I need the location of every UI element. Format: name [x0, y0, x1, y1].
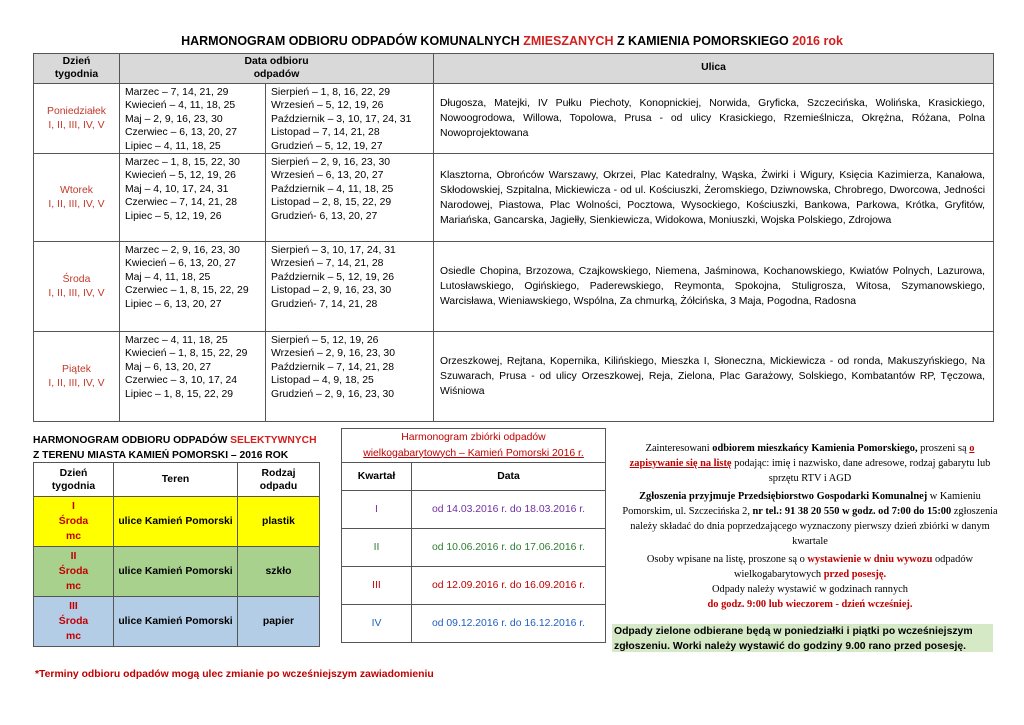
- streets-cell: Osiedle Chopina, Brzozowa, Czajkowskiego, Niemena, Jaśminowa, Kochanowskiego, Kwiatów Polnych, Lazurowa, Lutosławskiego, Ogińskiego, Paderewskiego, Reymonta, Spokojna, Stuligrosza, Witosa, Szymanowskiego, Warcisława, Wieniawskiego, Wspólna, Za chmurką, Żółcińska, 3 Maja, Pogodna, Radosna: [434, 242, 994, 332]
- sel-area-cell: ulice Kamień Pomorski: [114, 497, 238, 547]
- sel-area-cell: ulice Kamień Pomorski: [114, 597, 238, 647]
- bulky-title: Harmonogram zbiórki odpadów wielkogabarytowych – Kamień Pomorski 2016 r.: [342, 429, 606, 463]
- footnote: *Terminy odbioru odpadów mogą ulec zmianie po wcześniejszym zawiadomieniu: [35, 669, 434, 680]
- selective-table: [33, 462, 320, 647]
- dates-left: Marzec – 2, 9, 16, 23, 30 Kwiecień – 6, 13, 20, 27 Maj – 4, 11, 18, 25 Czerwiec – 1, 8, 15, 22, 29 Lipiec – 6, 13, 20, 27: [120, 242, 266, 332]
- bulky-date: od 12.09.2016 r. do 16.09.2016 r.: [412, 567, 606, 605]
- streets-cell: Klasztorna, Obrońców Warszawy, Okrzei, Plac Katedralny, Wąska, Żwirki i Wigury, Księcia Kazimierza, Kanałowa, Skłodowskiej, Szpitalna, Mickiewicza - od ul. Kościuszki, Żeromskiego, Dziwnowska, Chrobrego, Dworcowa, Jedności Narodowej, Piastowa, Plac Wolności, Pocztowa, Wysockiego, Kościuszki, Bankowa, Parkowa, Krótka, Gryfitów, Mariańska, Gancarska, Jagiełły, Sienkiewicza, Widokowa, Moniuszki, Wojska Polskiego, Zdrojowa: [434, 154, 994, 242]
- day-cell: Poniedziałek I, II, III, IV, V: [34, 84, 120, 154]
- sel-header-type: Rodzaj odpadu: [238, 463, 320, 497]
- bulky-quarter: I: [342, 491, 412, 529]
- dates-left: Marzec – 1, 8, 15, 22, 30 Kwiecień – 5, 12, 19, 26 Maj – 4, 10, 17, 24, 31 Czerwiec – 7, 14, 21, 28 Lipiec – 5, 12, 19, 26: [120, 154, 266, 242]
- dates-right: Sierpień – 5, 12, 19, 26 Wrzesień – 2, 9, 16, 23, 30 Październik – 7, 14, 21, 28 Listopad – 4, 9, 18, 25 Grudzień – 2, 9, 16, 23, 30: [266, 332, 434, 422]
- bulky-waste-table: [341, 428, 606, 643]
- sel-header-area: Teren: [114, 463, 238, 497]
- title-year: 2016 rok: [792, 34, 843, 48]
- schedule-row: [34, 84, 994, 154]
- streets-cell: Długosza, Matejki, IV Pułku Piechoty, Konopnickiej, Norwida, Gryficka, Szczecińska, Wolińska, Krasickiego, Nowoogrodowa, Willowa, Topolowa, Prusa - od ulicy Krasickiego, Rzemieślnicza, Okrężna, Różana, Polna Nowoprojektowana: [434, 84, 994, 154]
- selective-row: [34, 497, 320, 547]
- info-paragraph-1: Zainteresowani odbiorem mieszkańcy Kamienia Pomorskiego, proszeni są o zapisywanie się na listę podając: imię i nazwisko, dane adresowe, rodzaj gabarytu lub sprzętu RTV i AGD: [629, 443, 991, 484]
- bulky-row: [342, 605, 606, 643]
- sel-area-cell: ulice Kamień Pomorski: [114, 547, 238, 597]
- selective-row: [34, 547, 320, 597]
- sel-day-cell: III Środa mc: [34, 597, 114, 647]
- header-dates: Data odbioru odpadów: [120, 54, 434, 84]
- bulky-row: [342, 529, 606, 567]
- schedule-row: [34, 242, 994, 332]
- dates-left: Marzec – 4, 11, 18, 25 Kwiecień – 1, 8, 15, 22, 29 Maj – 6, 13, 20, 27 Czerwiec – 3, 10, 17, 24 Lipiec – 1, 8, 15, 22, 29: [120, 332, 266, 422]
- dates-right: Sierpień – 3, 10, 17, 24, 31 Wrzesień – 7, 14, 21, 28 Październik – 5, 12, 19, 26 Listopad – 2, 9, 16, 23, 30 Grudzień- 7, 14, 21, 28: [266, 242, 434, 332]
- bulky-quarter: IV: [342, 605, 412, 643]
- info-paragraph-3: Osoby wpisane na listę, proszone są o wystawienie w dniu wywozu odpadów wielkogabarytowych przed posesję. Odpady należy wystawić w godzinach rannych do godz. 9:00 lub wieczorem - dzień wcześniej.: [646, 554, 974, 610]
- dates-right: Sierpień – 1, 8, 16, 22, 29 Wrzesień – 5, 12, 19, 26 Październik – 3, 10, 17, 24, 31 Listopad – 7, 14, 21, 28 Grudzień – 5, 12, 19, 27: [266, 84, 434, 154]
- bulky-header-quarter: Kwartał: [342, 463, 412, 491]
- selective-row: [34, 597, 320, 647]
- selective-title: HARMONOGRAM ODBIORU ODPADÓW SELEKTYWNYCH Z TERENU MIASTA KAMIEŃ POMORSKI – 2016 ROK: [33, 435, 317, 461]
- bulky-row: [342, 567, 606, 605]
- sel-day-cell: II Środa mc: [34, 547, 114, 597]
- bulky-row: [342, 491, 606, 529]
- day-cell: Środa I, II, III, IV, V: [34, 242, 120, 332]
- sel-header-day: Dzień tygodnia: [34, 463, 114, 497]
- bulky-header-date: Data: [412, 463, 606, 491]
- bulky-quarter: III: [342, 567, 412, 605]
- schedule-row: [34, 154, 994, 242]
- header-day: Dzień tygodnia: [34, 54, 120, 84]
- mixed-waste-table: [33, 53, 994, 422]
- streets-cell: Orzeszkowej, Rejtana, Kopernika, Kilińskiego, Mieszka I, Słoneczna, Mickiewicza - od ronda, Makuszyńskiego, Na Szuwarach, Prusa - od ulicy Orzeszkowej, Reja, Zielona, Plac Garażowy, Solskiego, Kombatantów RP, Tęczowa, Wiśniowa: [434, 332, 994, 422]
- bulky-date: od 10.06.2016 r. do 17.06.2016 r.: [412, 529, 606, 567]
- title-text-2: Z KAMIENIA POMORSKIEGO: [613, 34, 793, 48]
- bulky-date: od 14.03.2016 r. do 18.03.2016 r.: [412, 491, 606, 529]
- day-cell: Wtorek I, II, III, IV, V: [34, 154, 120, 242]
- sel-waste-cell: papier: [238, 597, 320, 647]
- dates-left: Marzec – 7, 14, 21, 29 Kwiecień – 4, 11, 18, 25 Maj – 2, 9, 16, 23, 30 Czerwiec – 6, 13, 20, 27 Lipiec – 4, 11, 18, 25: [120, 84, 266, 154]
- title-text-1: HARMONOGRAM ODBIORU ODPADÓW KOMUNALNYCH: [181, 34, 524, 48]
- info-paragraph-2: Zgłoszenia przyjmuje Przedsiębiorstwo Gospodarki Komunalnej w Kamieniu Pomorskim, ul. Szczecińska 2, nr tel.: 91 38 20 550 w godz. od 7:00 do 15:00 zgłoszenia należy składać do dnia poprzedzającego wyznaczony pierwszy dzień zbiórki w danym kwartale: [622, 491, 998, 547]
- schedule-row: [34, 332, 994, 422]
- bulky-date: od 09.12.2016 r. do 16.12.2016 r.: [412, 605, 606, 643]
- header-street: Ulica: [434, 54, 994, 84]
- sel-waste-cell: szkło: [238, 547, 320, 597]
- green-waste-note: Odpady zielone odbierane będą w poniedziałki i piątki po wcześniejszym zgłoszeniu. Worki należy wystawić do godziny 9.00 rano przed posesję.: [612, 624, 993, 652]
- sel-waste-cell: plastik: [238, 497, 320, 547]
- bulky-info: [620, 441, 1000, 615]
- dates-right: Sierpień – 2, 9, 16, 23, 30 Wrzesień – 6, 13, 20, 27 Październik – 4, 11, 18, 25 Listopad – 2, 8, 15, 22, 29 Grudzień- 6, 13, 20, 27: [266, 154, 434, 242]
- title-highlight: ZMIESZANYCH: [523, 34, 614, 48]
- day-cell: Piątek I, II, III, IV, V: [34, 332, 120, 422]
- sel-day-cell: I Środa mc: [34, 497, 114, 547]
- page-title: [0, 34, 1024, 48]
- bulky-quarter: II: [342, 529, 412, 567]
